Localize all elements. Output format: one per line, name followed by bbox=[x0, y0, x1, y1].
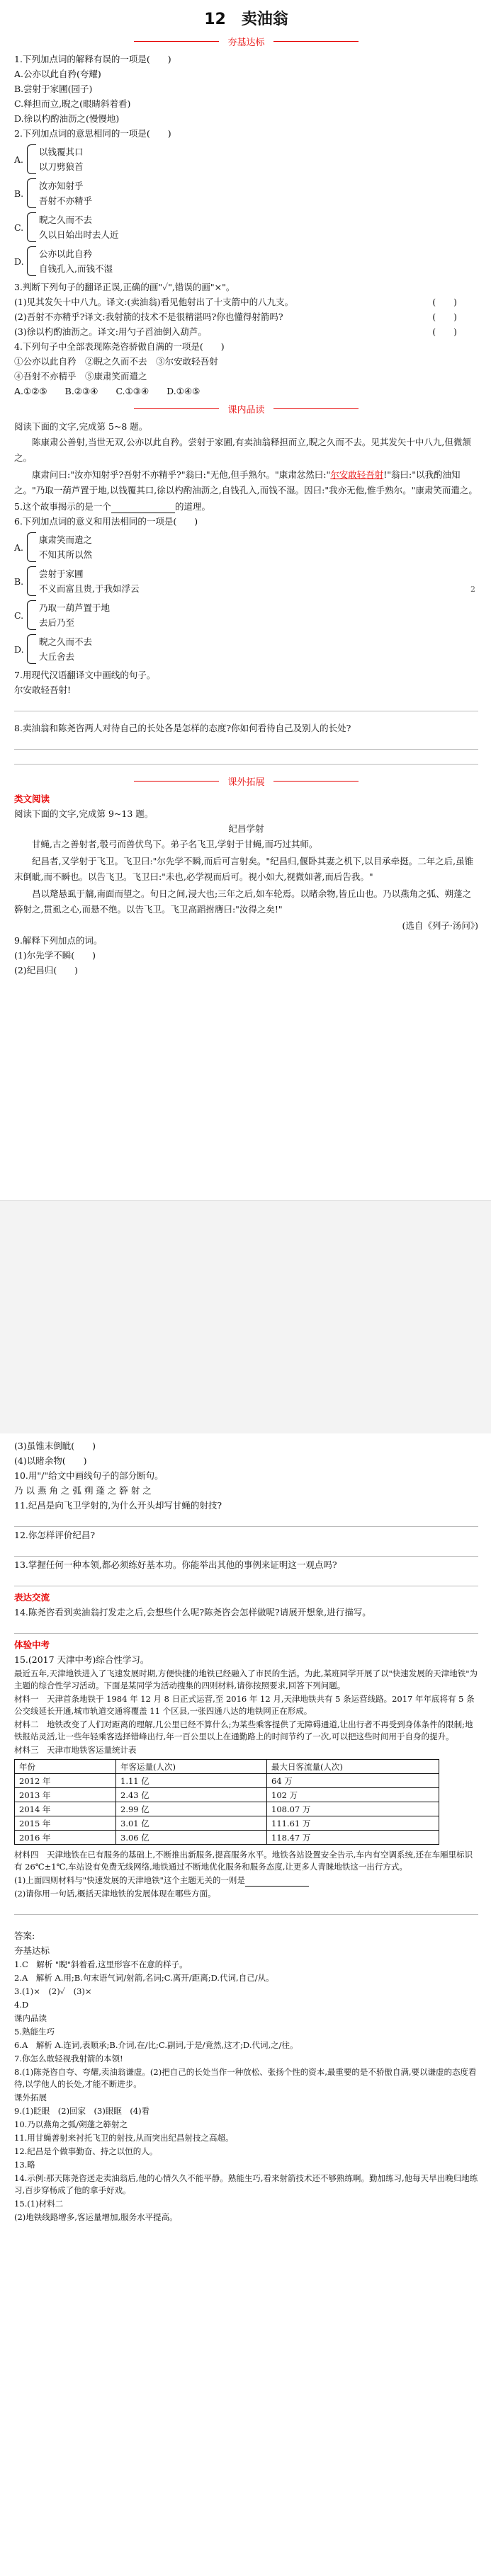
q2-option-b bbox=[14, 178, 478, 208]
answer-line-6: 5.熟能生巧 bbox=[14, 2027, 55, 2037]
q5-text: 5.这个故事揭示的是一个 bbox=[14, 501, 111, 512]
option-letter: A. bbox=[14, 542, 24, 553]
page-1-content bbox=[14, 4, 478, 978]
q6-option-d bbox=[14, 634, 478, 664]
answer-line[interactable] bbox=[14, 1513, 478, 1527]
q9-item-1: (1)尔先学不瞬( ) bbox=[14, 950, 96, 961]
q1-option-c: C.释担而立,睨之(眼睛斜着看) bbox=[14, 98, 131, 109]
table-header: 年客运量(人次) bbox=[116, 1760, 267, 1774]
section-basic-label bbox=[14, 35, 478, 48]
section-extend-label bbox=[14, 774, 478, 788]
answer-line-17: 15.(1)材料二 bbox=[14, 2199, 64, 2209]
answer-paren: ( ) bbox=[432, 311, 457, 322]
section-label-text: 课外拓展 bbox=[227, 777, 265, 788]
passage-text: 康肃问曰:"汝亦知射乎?吾射不亦精乎?"翁曰:"无他,但手熟尔。"康肃忿然曰:" bbox=[32, 469, 331, 480]
table-row bbox=[15, 1831, 439, 1845]
answer-line[interactable] bbox=[14, 751, 478, 765]
answer-line[interactable] bbox=[14, 1573, 478, 1586]
section-label-text: 课内品读 bbox=[227, 405, 265, 416]
question-14-stem: 14.陈尧咨看到卖油翁打发走之后,会想些什么呢?陈尧咨会怎样做呢?请展开想象,进行描写。 bbox=[14, 1607, 371, 1618]
q4-choice: D.①④⑤ bbox=[167, 386, 201, 396]
pair-line: 自钱孔入,而钱不湿 bbox=[39, 263, 113, 274]
reading-2-para-3: 昌以氂悬虱于牖,南面而望之。旬日之间,浸大也;三年之后,如车轮焉。以睹余物,皆丘山也。乃以燕角之弧、朔蓬之簳射之,贯虱之心,而悬不绝。以告飞卫。飞卫高蹈拊膺曰:"汝得之矣!" bbox=[14, 888, 472, 915]
answer-line-13: 11.用甘蝇善射来衬托飞卫的射技,从而突出纪昌射技之高超。 bbox=[14, 2133, 234, 2143]
question-6-stem: 6.下列加点词的意义和用法相同的一项是( ) bbox=[14, 516, 198, 527]
divider bbox=[273, 41, 359, 42]
q2-option-c bbox=[14, 212, 478, 242]
question-7-stem: 7.用现代汉语翻译文中画线的句子。 bbox=[14, 670, 156, 680]
divider bbox=[134, 408, 219, 409]
lesson-title: 12 卖油翁 bbox=[204, 11, 288, 28]
q4-choice: C.①③④ bbox=[115, 386, 149, 396]
q3-item-3 bbox=[14, 325, 478, 338]
pair-line: 不知其所以然 bbox=[39, 549, 93, 560]
table-cell: 2015 年 bbox=[15, 1816, 116, 1831]
answer-line-10: 课外拓展 bbox=[14, 2093, 47, 2102]
answer-line-9: 8.(1)陈尧咨自夸、夸耀,卖油翁谦虚。(2)把自己的长处当作一种放松、张扬个性的资本,最重要的是不骄傲自满,要以谦虚的态度看待,以学他人的长处,才能不断进步。 bbox=[14, 2067, 477, 2089]
table-cell: 2014 年 bbox=[15, 1802, 116, 1816]
table-row bbox=[15, 1816, 439, 1831]
q2-option-a bbox=[14, 144, 478, 174]
question-10-stem: 10.用"/"给文中画线句子的部分断句。 bbox=[14, 1470, 164, 1481]
table-header: 最大日客流量(人次) bbox=[267, 1760, 439, 1774]
table-cell: 111.61 万 bbox=[267, 1816, 439, 1831]
q15-sub-1 bbox=[14, 1874, 478, 1887]
question-9-stem: 9.解释下列加点的词。 bbox=[14, 935, 103, 946]
brace-glyph bbox=[27, 566, 36, 596]
option-letter: C. bbox=[14, 609, 24, 621]
pair-line: 乃取一葫芦置于地 bbox=[39, 602, 111, 613]
q4-opt: ②睨之久而不去 bbox=[85, 356, 147, 367]
q4-opt: ④吾射不亦精乎 bbox=[14, 371, 77, 382]
table-cell: 3.06 亿 bbox=[116, 1831, 267, 1845]
answer-line-18: (2)地铁线路增多,客运量增加,服务水平提高。 bbox=[14, 2212, 178, 2222]
ridership-table bbox=[14, 1759, 439, 1845]
answer-line-12: 10.乃以燕角之弧/朔蓬之簳射之 bbox=[14, 2119, 128, 2129]
reading-2-title: 纪昌学射 bbox=[228, 823, 264, 834]
reading-2-intro: 阅读下面的文字,完成第 9~13 题。 bbox=[14, 808, 154, 819]
q4-choice: B.②③④ bbox=[64, 386, 98, 396]
page-gap bbox=[0, 1200, 491, 1435]
item-text: (2)吾射不亦精乎?译文:我射箭的技术不是很精湛吗?你也懂得射箭吗? bbox=[14, 311, 283, 322]
q9-item-4: (4)以睹余物( ) bbox=[14, 1455, 87, 1466]
q15-material-4: 材料四 天津地铁在已有服务的基础上,不断推出新服务,提高服务水平。地铁各站设置安全告示,车内有空调系统,还在车厢里标识有 26℃±1℃,车站设有免费无线网络,地铁通过不断地优化服务和服务态度,让更多人青睐地铁这一出行方式。 bbox=[14, 1850, 473, 1872]
brace-glyph bbox=[27, 532, 36, 562]
section-class-label bbox=[14, 402, 478, 416]
question-2-stem: 2.下列加点词的意思相同的一项是( ) bbox=[14, 128, 171, 139]
q1-option-a: A.公亦以此自矜(夸耀) bbox=[14, 69, 101, 79]
table-header: 年份 bbox=[15, 1760, 116, 1774]
question-3-stem: 3.判断下列句子的翻译正误,正确的画"✓",错误的画"×"。 bbox=[14, 282, 235, 292]
table-cell: 2013 年 bbox=[15, 1788, 116, 1802]
reading-1-para-1: 陈康肃公善射,当世无双,公亦以此自矜。尝射于家圃,有卖油翁释担而立,睨之久而不去。见其发矢十中八九,但微颔之。 bbox=[14, 437, 471, 463]
pair-line: 不义而富且贵,于我如浮云 bbox=[39, 583, 140, 594]
answer-paren: ( ) bbox=[432, 297, 457, 307]
table-row bbox=[15, 1788, 439, 1802]
q15-sub1-blank[interactable] bbox=[245, 1876, 309, 1887]
pair-line: 以刀劈狼首 bbox=[39, 161, 84, 172]
q1-option-d: D.徐以杓酌油沥之(慢慢地) bbox=[14, 113, 120, 124]
outside-reading-heading: 类文阅读 bbox=[14, 794, 50, 804]
answer-line-7: 6.A 解析 A.连词,表顺承;B.介词,在/比;C.副词,于是/竟然,这才;D.代词,之/往。 bbox=[14, 2040, 298, 2050]
option-letter: B. bbox=[14, 576, 24, 587]
answer-line-16: 14.示例:那天陈尧咨送走卖油翁后,他的心情久久不能平静。熟能生巧,看来射箭技术还不够熟练啊。勤加练习,他每天早出晚归地练习,百步穿杨成了他的拿手好戏。 bbox=[14, 2173, 478, 2195]
q6-option-c bbox=[14, 600, 478, 630]
exam-heading: 体验中考 bbox=[14, 1639, 50, 1650]
table-row bbox=[15, 1774, 439, 1788]
divider bbox=[273, 781, 359, 782]
question-15-stem: 15.(2017 天津中考)综合性学习。 bbox=[14, 1654, 149, 1665]
document-page-2 bbox=[0, 1433, 491, 2576]
answer-line-1: 1.C 解析 "睨"斜着看,这里形容不在意的样子。 bbox=[14, 1959, 188, 1969]
question-12-stem: 12.你怎样评价纪昌? bbox=[14, 1530, 96, 1540]
pair-line: 公亦以此自矜 bbox=[39, 248, 93, 259]
answer-line[interactable] bbox=[14, 1901, 478, 1915]
brace-glyph bbox=[27, 144, 36, 174]
divider bbox=[134, 781, 219, 782]
reading-2-para-2: 纪昌者,又学射于飞卫。飞卫曰:"尔先学不瞬,而后可言射矣。"纪昌归,偃卧其妻之机下,以目承牵挺。二年之后,虽锥末倒眦,而不瞬也。以告飞卫。飞卫曰:"未也,必学视而后可。视小如大,视微如著,而后告我。" bbox=[14, 856, 474, 882]
reading-2-source: (选自《列子·汤问》) bbox=[402, 920, 478, 931]
q6-option-a bbox=[14, 532, 478, 562]
q5-text-tail: 的道理。 bbox=[174, 501, 210, 512]
answers-label: 答案: bbox=[14, 1930, 35, 1941]
answer-line[interactable] bbox=[14, 1543, 478, 1557]
pair-line: 以钱覆其口 bbox=[39, 147, 84, 157]
passage-text: !"翁曰:"以我酌油知之。"乃取一葫芦置于地,以钱覆其口,徐以杓酌油沥之,自钱孔入,而钱不湿。因曰:"我亦无他,惟手熟尔。"康肃笑而遣之。 bbox=[14, 469, 478, 496]
answer-line-14: 12.纪昌是个做事勤奋、持之以恒的人。 bbox=[14, 2146, 158, 2156]
answer-line[interactable] bbox=[14, 698, 478, 711]
brace-glyph bbox=[27, 634, 36, 664]
answers-section-basic: 夯基达标 bbox=[14, 1945, 50, 1956]
q15-sub-2: (2)请你用一句话,概括天津地铁的发展体现在哪些方面。 bbox=[14, 1889, 216, 1899]
table-row bbox=[15, 1802, 439, 1816]
q6-option-b bbox=[14, 566, 478, 596]
table-cell: 102 万 bbox=[267, 1788, 439, 1802]
pair-line: 久以日始出时去人近 bbox=[39, 229, 119, 240]
q4-opts-row-1 bbox=[14, 355, 478, 368]
answer-line-8: 7.你怎么敢轻视我射箭的本领! bbox=[14, 2054, 123, 2063]
pair-line: 大丘舍去 bbox=[39, 651, 75, 662]
question-1-stem: 1.下列加点词的解释有误的一项是( ) bbox=[14, 54, 171, 64]
q9-item-2: (2)纪昌归( ) bbox=[14, 965, 78, 975]
pair-line: 吾射不亦精乎 bbox=[39, 195, 93, 206]
divider bbox=[273, 408, 359, 409]
divider bbox=[134, 41, 219, 42]
q9-item-3: (3)虽锥末倒眦( ) bbox=[14, 1441, 96, 1451]
question-8-stem: 8.卖油翁和陈尧咨两人对待自己的长处各是怎样的态度?你如何看待自己及别人的长处? bbox=[14, 723, 351, 733]
answer-line-4: 4.D bbox=[14, 2000, 29, 2010]
reading-1-para-2 bbox=[14, 467, 478, 498]
answer-line[interactable] bbox=[14, 1620, 478, 1634]
section-label-text: 夯基达标 bbox=[227, 38, 265, 48]
table-cell: 2.99 亿 bbox=[116, 1802, 267, 1816]
page-2-content bbox=[14, 1439, 478, 2225]
document-page-1 bbox=[0, 0, 491, 1200]
q7-quote: 尔安敢轻吾射! bbox=[14, 685, 72, 695]
q4-opt: ①公亦以此自矜 bbox=[14, 356, 77, 367]
q1-option-b: B.尝射于家圃(园子) bbox=[14, 84, 93, 94]
option-letter: D. bbox=[14, 643, 24, 655]
question-5-stem bbox=[14, 500, 478, 513]
table-cell: 118.47 万 bbox=[267, 1831, 439, 1845]
q4-opts-row-2 bbox=[14, 370, 478, 383]
pair-line: 汝亦知射乎 bbox=[39, 181, 84, 191]
q10-line: 乃 以 燕 角 之 弧 朔 蓬 之 簳 射 之 bbox=[14, 1485, 152, 1496]
pair-line: 去后乃至 bbox=[39, 617, 75, 628]
q5-answer-blank[interactable] bbox=[111, 503, 175, 513]
table-cell: 2.43 亿 bbox=[116, 1788, 267, 1802]
brace-glyph bbox=[27, 178, 36, 208]
answer-line[interactable] bbox=[14, 736, 478, 750]
option-letter: A. bbox=[14, 154, 24, 165]
option-letter: C. bbox=[14, 222, 24, 233]
question-11-stem: 11.纪昌是向飞卫学射的,为什么开头却写甘蝇的射技? bbox=[14, 1500, 222, 1511]
pair-line: 尝射于家圃 bbox=[39, 568, 84, 579]
answer-line-2: 2.A 解析 A.用;B.句末语气词/射箭,名词;C.离开/距离;D.代词,自己/从。 bbox=[14, 1973, 274, 1983]
q2-option-d bbox=[14, 246, 478, 276]
answer-line-3: 3.(1)× (2)✓ (3)× bbox=[14, 1986, 92, 1996]
table-cell: 108.07 万 bbox=[267, 1802, 439, 1816]
q15-material-3: 材料三 天津市地铁客运量统计表 bbox=[14, 1745, 137, 1755]
q3-item-1 bbox=[14, 295, 478, 309]
page-number: 2 bbox=[470, 585, 475, 594]
brace-glyph bbox=[27, 246, 36, 276]
answer-line-5: 课内品读 bbox=[14, 2013, 47, 2023]
answer-line-11: 9.(1)眨眼 (2)回家 (3)眼眶 (4)看 bbox=[14, 2106, 150, 2116]
item-text: (3)徐以杓酌油沥之。译文:用勺子舀油倒入葫芦。 bbox=[14, 326, 207, 337]
option-letter: D. bbox=[14, 256, 24, 267]
option-letter: B. bbox=[14, 188, 24, 199]
reading-2-para-1: 甘蝇,古之善射者,彀弓而兽伏鸟下。弟子名飞卫,学射于甘蝇,而巧过其师。 bbox=[32, 839, 318, 849]
underlined-sentence: 尔安敢轻吾射 bbox=[330, 469, 384, 480]
q4-choice: A.①②⑤ bbox=[14, 386, 47, 396]
pair-line: 睨之久而不去 bbox=[39, 214, 93, 225]
table-header-row bbox=[15, 1760, 439, 1774]
table-cell: 2012 年 bbox=[15, 1774, 116, 1788]
pair-line: 睨之久而不去 bbox=[39, 636, 93, 647]
q15-material-2: 材料二 地铁改变了人们对距离的理解,几公里已经不算什么;为某些乘客提供了无障碍通道,让出行者不再受到身体条件的限制;地铁报站灵活,让一些年轻乘客选择错峰出行,年一百公里以上在通勤路上的时间节约了一次,可以把这些时间用于自身的提升。 bbox=[14, 1719, 473, 1741]
q15-intro: 最近五年,天津地铁进入了飞速发展时期,方便快捷的地铁已经融入了市民的生活。为此,某班同学开展了以"快速发展的天津地铁"为主题的综合性学习活动。下面是某同学为活动搜集的四则材料,请你按照要求,回答下列问题。 bbox=[14, 1668, 478, 1690]
q3-item-2 bbox=[14, 310, 478, 324]
table-cell: 2016 年 bbox=[15, 1831, 116, 1845]
brace-glyph bbox=[27, 600, 36, 630]
answer-paren: ( ) bbox=[432, 326, 457, 337]
table-cell: 64 万 bbox=[267, 1774, 439, 1788]
q4-choices bbox=[14, 384, 478, 398]
sub-question-text: (1)上面四则材料与"快速发展的天津地铁"这个主题无关的一则是 bbox=[14, 1875, 245, 1885]
q4-opt: ③尔安敢轻吾射 bbox=[156, 356, 218, 367]
expression-heading: 表达交流 bbox=[14, 1592, 50, 1603]
brace-glyph bbox=[27, 212, 36, 242]
q15-material-1: 材料一 天津首条地铁于 1984 年 12 月 8 日正式运营,至 2016 年 12 月,天津地铁共有 5 条运营线路。2017 年年底将有 5 条公交线延长开通,城市轨道交通将覆盖 11 个区县,一张四通八达的地铁网正在形成。 bbox=[14, 1694, 475, 1716]
table-cell: 1.11 亿 bbox=[116, 1774, 267, 1788]
pair-line: 康肃笑而遣之 bbox=[39, 534, 93, 545]
table-cell: 3.01 亿 bbox=[116, 1816, 267, 1831]
question-4-stem: 4.下列句子中全部表现陈尧咨骄傲自满的一项是( ) bbox=[14, 341, 225, 352]
question-13-stem: 13.掌握任何一种本领,都必须练好基本功。你能举出其他的事例来证明这一观点吗? bbox=[14, 1559, 337, 1570]
reading-1-intro: 阅读下面的文字,完成第 5~8 题。 bbox=[14, 421, 148, 432]
answer-line-15: 13.略 bbox=[14, 2160, 35, 2170]
item-text: (1)见其发矢十中八九。译文:(卖油翁)看见他射出了十支箭中的八九支。 bbox=[14, 297, 294, 307]
q4-opt: ⑤康肃笑而遣之 bbox=[85, 371, 147, 382]
